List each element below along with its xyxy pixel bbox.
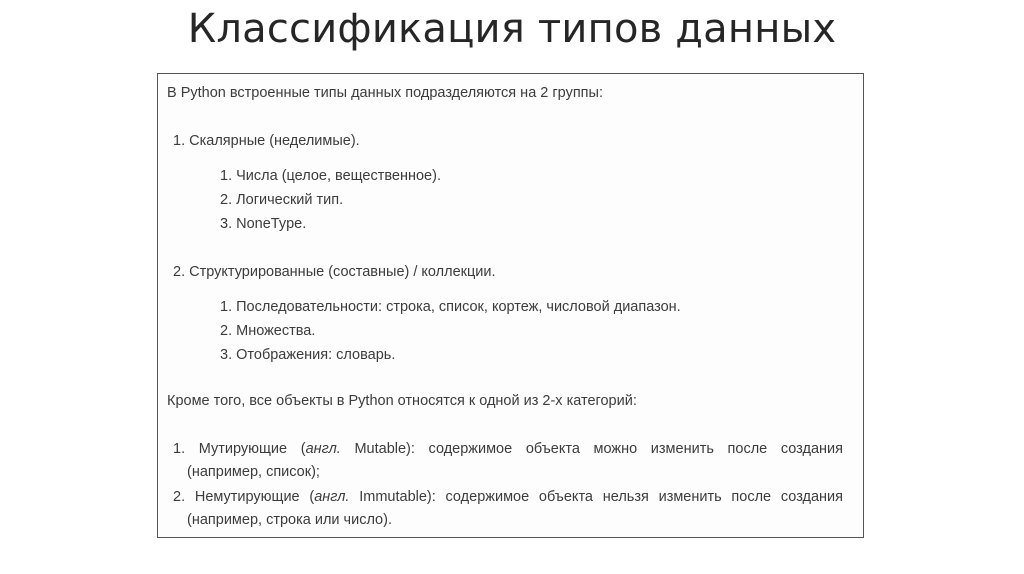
group1-item: 1. Числа (целое, вещественное). [220, 168, 441, 184]
group1-label: 1. Скалярные (неделимые). [173, 133, 360, 149]
slide-title: Классификация типов данных [187, 6, 837, 52]
category-item-mutable [173, 440, 843, 458]
category-item-immutable [173, 488, 843, 506]
group2-item: 3. Отображения: словарь. [220, 347, 396, 363]
group2-label: 2. Структурированные (составные) / коллекции. [173, 264, 496, 280]
group1-item: 3. NoneType. [220, 216, 307, 232]
group1-item: 2. Логический тип. [220, 192, 344, 208]
category-suffix: Immutable): содержимое объекта нельзя изменить после создания [349, 489, 844, 505]
category-prefix: 1. Мутирующие ( [173, 441, 306, 457]
category-prefix: 2. Немутирующие ( [173, 489, 315, 505]
category-lang: англ. [314, 489, 350, 505]
group2-item: 1. Последовательности: строка, список, кортеж, числовой диапазон. [220, 299, 681, 315]
category-continuation: (например, список); [187, 464, 320, 480]
group2-item: 2. Множества. [220, 323, 316, 339]
category-lang: англ. [305, 441, 341, 457]
content-box [157, 73, 864, 538]
intro-text: В Python встроенные типы данных подразделяются на 2 группы: [167, 85, 603, 101]
categories-intro-text: Кроме того, все объекты в Python относятся к одной из 2-х категорий: [167, 393, 637, 409]
category-suffix: Mutable): содержимое объекта можно изменить после создания [340, 441, 843, 457]
category-continuation: (например, строка или число). [187, 512, 392, 528]
